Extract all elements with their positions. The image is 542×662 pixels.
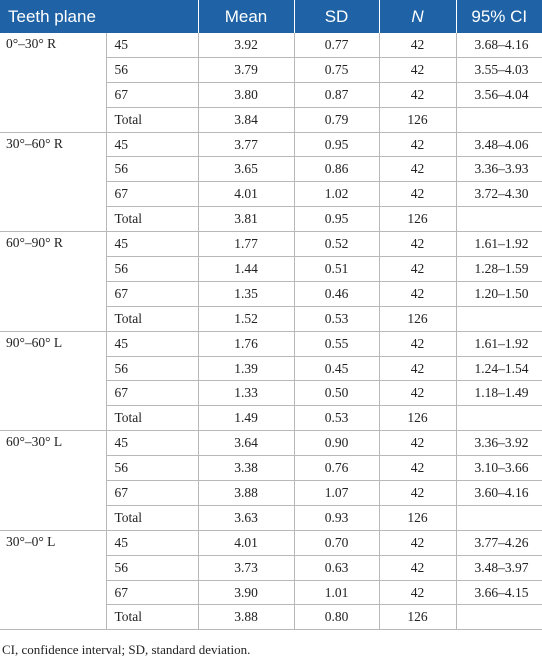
n-cell: 42 [379,356,456,381]
mean-cell: 4.01 [198,182,294,207]
n-cell: 42 [379,555,456,580]
tooth-pair-cell: 67 [106,381,198,406]
tooth-pair-cell: 45 [106,530,198,555]
header-mean: Mean [198,0,294,33]
n-cell: 42 [379,281,456,306]
ci-cell [456,605,542,630]
mean-cell: 3.79 [198,57,294,82]
n-cell: 42 [379,381,456,406]
sd-cell: 0.87 [294,82,379,107]
tooth-pair-cell: 67 [106,281,198,306]
sd-cell: 0.53 [294,406,379,431]
mean-cell: 4.01 [198,530,294,555]
tooth-pair-cell: 67 [106,82,198,107]
n-cell: 42 [379,331,456,356]
header-teeth-plane: Teeth plane [0,0,198,33]
sd-cell: 0.95 [294,132,379,157]
ci-cell: 1.18–1.49 [456,381,542,406]
header-sd: SD [294,0,379,33]
tooth-pair-cell: 56 [106,456,198,481]
ci-cell: 3.48–3.97 [456,555,542,580]
sd-cell: 0.53 [294,306,379,331]
ci-cell [456,207,542,232]
n-cell: 42 [379,182,456,207]
sd-cell: 0.75 [294,57,379,82]
sd-cell: 0.52 [294,232,379,257]
tooth-pair-cell: 56 [106,356,198,381]
sd-cell: 0.63 [294,555,379,580]
teeth-plane-cell: 0°–30° R [0,33,106,132]
mean-cell: 3.65 [198,157,294,182]
ci-cell [456,306,542,331]
sd-cell: 1.02 [294,182,379,207]
n-cell: 42 [379,232,456,257]
mean-cell: 1.35 [198,281,294,306]
n-cell: 42 [379,456,456,481]
mean-cell: 3.64 [198,431,294,456]
ci-cell: 3.10–3.66 [456,456,542,481]
n-cell: 42 [379,257,456,282]
table-row [0,331,542,356]
sd-cell: 0.45 [294,356,379,381]
tooth-pair-cell: 56 [106,57,198,82]
tooth-pair-cell: 45 [106,431,198,456]
ci-cell [456,505,542,530]
tooth-pair-cell: 45 [106,132,198,157]
tooth-pair-cell: 45 [106,232,198,257]
n-cell: 42 [379,431,456,456]
tooth-pair-cell: Total [106,406,198,431]
sd-cell: 1.07 [294,481,379,506]
n-cell: 42 [379,157,456,182]
mean-cell: 1.77 [198,232,294,257]
tooth-pair-cell: 56 [106,257,198,282]
sd-cell: 0.93 [294,505,379,530]
mean-cell: 3.73 [198,555,294,580]
teeth-plane-cell: 60°–30° L [0,431,106,531]
table-row [0,132,542,157]
ci-cell: 1.61–1.92 [456,331,542,356]
header-ci: 95% CI [456,0,542,33]
tooth-pair-cell: 56 [106,555,198,580]
n-cell: 42 [379,530,456,555]
mean-cell: 1.52 [198,306,294,331]
n-cell: 126 [379,605,456,630]
mean-cell: 3.38 [198,456,294,481]
tooth-pair-cell: 67 [106,481,198,506]
n-cell: 126 [379,207,456,232]
ci-cell: 3.72–4.30 [456,182,542,207]
mean-cell: 1.44 [198,257,294,282]
mean-cell: 3.84 [198,107,294,132]
n-cell: 42 [379,481,456,506]
sd-cell: 0.50 [294,381,379,406]
n-cell: 42 [379,33,456,57]
n-cell: 126 [379,107,456,132]
ci-cell: 3.55–4.03 [456,57,542,82]
table-footnote: CI, confidence interval; SD, standard deviation. [2,642,251,657]
ci-cell: 1.61–1.92 [456,232,542,257]
header-n: N [379,0,456,33]
ci-cell: 3.36–3.92 [456,431,542,456]
mean-cell: 1.76 [198,331,294,356]
teeth-plane-cell: 90°–60° L [0,331,106,431]
teeth-plane-cell: 60°–90° R [0,232,106,332]
mean-cell: 3.88 [198,481,294,506]
ci-cell [456,107,542,132]
teeth-plane-cell: 30°–0° L [0,530,106,630]
teeth-plane-cell: 30°–60° R [0,132,106,232]
mean-cell: 1.49 [198,406,294,431]
ci-cell: 3.77–4.26 [456,530,542,555]
ci-cell: 3.56–4.04 [456,82,542,107]
n-cell: 42 [379,580,456,605]
ci-cell: 1.24–1.54 [456,356,542,381]
tooth-pair-cell: Total [106,107,198,132]
table-body [0,33,542,630]
tooth-pair-cell: Total [106,207,198,232]
sd-cell: 0.90 [294,431,379,456]
tooth-pair-cell: Total [106,505,198,530]
sd-cell: 0.80 [294,605,379,630]
sd-cell: 0.46 [294,281,379,306]
ci-cell: 3.66–4.15 [456,580,542,605]
table-row [0,431,542,456]
mean-cell: 3.81 [198,207,294,232]
sd-cell: 0.51 [294,257,379,282]
ci-cell: 1.28–1.59 [456,257,542,282]
ci-cell: 1.20–1.50 [456,281,542,306]
ci-cell: 3.48–4.06 [456,132,542,157]
table-row [0,232,542,257]
n-cell: 42 [379,82,456,107]
sd-cell: 0.76 [294,456,379,481]
sd-cell: 0.86 [294,157,379,182]
sd-cell: 0.55 [294,331,379,356]
ci-cell: 3.60–4.16 [456,481,542,506]
header-row [0,0,542,33]
mean-cell: 3.88 [198,605,294,630]
sd-cell: 0.70 [294,530,379,555]
tooth-pair-cell: 45 [106,33,198,57]
tooth-pair-cell: Total [106,306,198,331]
tooth-pair-cell: Total [106,605,198,630]
mean-cell: 3.92 [198,33,294,57]
ci-cell: 3.36–3.93 [456,157,542,182]
mean-cell: 1.33 [198,381,294,406]
sd-cell: 1.01 [294,580,379,605]
tooth-pair-cell: 45 [106,331,198,356]
table-row [0,33,542,57]
tooth-pair-cell: 67 [106,580,198,605]
ci-cell [456,406,542,431]
n-cell: 126 [379,505,456,530]
n-cell: 42 [379,57,456,82]
n-cell: 126 [379,306,456,331]
mean-cell: 3.80 [198,82,294,107]
mean-cell: 3.63 [198,505,294,530]
mean-cell: 3.90 [198,580,294,605]
sd-cell: 0.77 [294,33,379,57]
mean-cell: 1.39 [198,356,294,381]
ci-cell: 3.68–4.16 [456,33,542,57]
n-cell: 42 [379,132,456,157]
table-row [0,530,542,555]
tooth-pair-cell: 56 [106,157,198,182]
n-cell: 126 [379,406,456,431]
mean-cell: 3.77 [198,132,294,157]
tooth-pair-cell: 67 [106,182,198,207]
sd-cell: 0.95 [294,207,379,232]
sd-cell: 0.79 [294,107,379,132]
